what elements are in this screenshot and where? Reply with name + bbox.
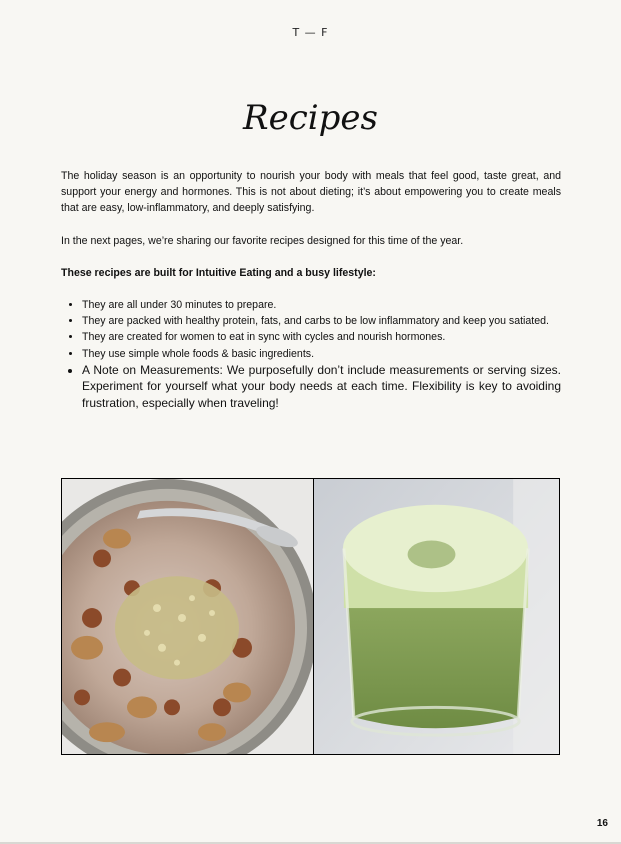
page-number: 16 <box>596 818 608 829</box>
oatmeal-bowl-photo <box>62 479 314 754</box>
intro-paragraph: The holiday season is an opportunity to nourish your body with meals that feel good, taste great, and support your energy and hormones. This is not about dieting; it’s about empowering you to create meals that are easy, low-inflammatory, and deeply satisfying. <box>61 170 561 215</box>
list-lead: These recipes are built for Intuitive Eating and a busy lifestyle: <box>61 266 376 279</box>
matcha-latte-photo <box>314 479 559 754</box>
photo-strip <box>61 478 560 755</box>
list-item: • They are all under 30 minutes to prepare. <box>82 297 561 313</box>
page-title: Recipes <box>243 98 378 138</box>
list-item: • They are packed with healthy protein, fats, and carbs to be low inflammatory and keep you satiated. <box>82 313 561 329</box>
intro-paragraph-2: In the next pages, we’re sharing our favorite recipes designed for this time of the year. <box>61 234 464 247</box>
brand-logo: T — F <box>292 26 329 39</box>
recipe-features-list <box>61 297 561 411</box>
list-item: • They are created for women to eat in sync with cycles and nourish hormones. <box>82 329 561 345</box>
list-item: • They use simple whole foods & basic ingredients. <box>82 346 561 362</box>
list-item-note: • A Note on Measurements: We purposefully don’t include measurements or serving sizes. Experiment for yourself what your body needs at each time. Flexibility is key to avoiding frustration, especially when traveling! <box>82 362 561 412</box>
intro-section <box>61 168 561 411</box>
